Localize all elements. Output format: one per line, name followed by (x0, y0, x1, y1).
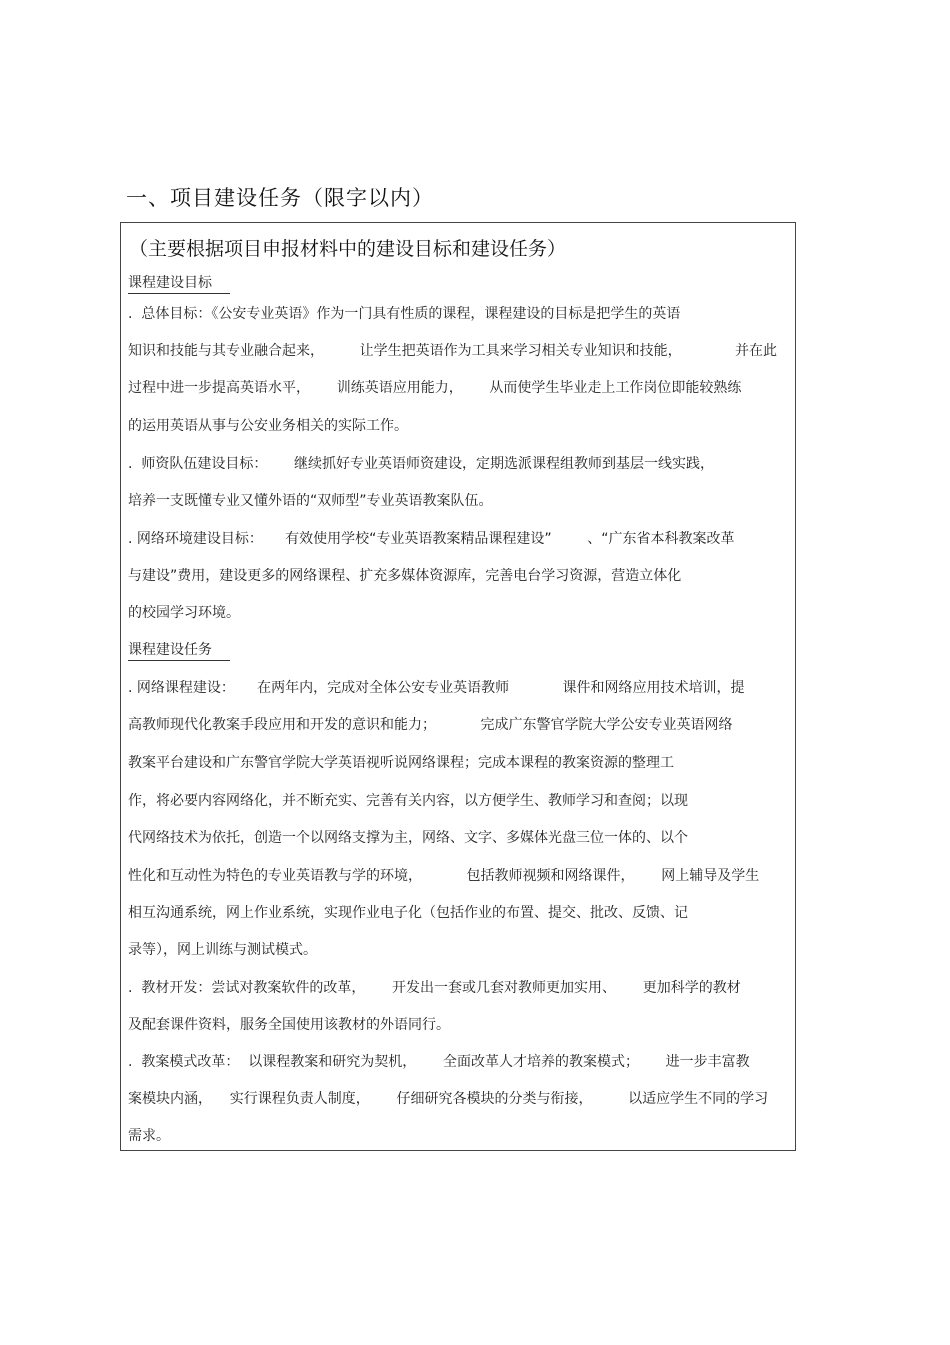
heading-course-tasks-label: 课程建设任务 (128, 642, 212, 658)
text-line: 案模块内涵， 实行课程负责人制度， 仔细研究各模块的分类与衔接， 以适应学生不同的学习 (128, 1091, 769, 1107)
text-line: . 网络环境建设目标： 有效使用学校“专业英语教案精品课程建设” 、“广东省本科教案改革 (128, 531, 735, 547)
heading-course-tasks (128, 640, 212, 660)
text-line: 与建设”费用，建设更多的网络课程、扩充多媒体资源库，完善电台学习资源，营造立体化 (128, 568, 682, 584)
text-line: 培养一支既懂专业又懂外语的“双师型”专业英语教案队伍。 (128, 493, 493, 509)
text-line: . 教材开发：尝试对教案软件的改革， 开发出一套或几套对教师更加实用、 更加科学的教材 (128, 980, 741, 996)
content-box (120, 222, 796, 1151)
text-line: . 总体目标：《公安专业英语》作为一门具有性质的课程，课程建设的目标是把学生的英语 (128, 306, 681, 322)
text-line: 需求。 (128, 1128, 170, 1144)
text-line: 的校园学习环境。 (128, 605, 240, 621)
heading-underline (128, 293, 230, 294)
text-line: 作，将必要内容网络化，并不断充实、完善有关内容，以方便学生、教师学习和查阅；以现 (128, 793, 688, 809)
section-title: 一、项目建设任务（限字以内） (126, 186, 434, 210)
text-line: . 师资队伍建设目标： 继续抓好专业英语师资建设，定期选派课程组教师到基层一线实践， (128, 456, 715, 472)
text-line: 及配套课件资料，服务全国使用该教材的外语同行。 (128, 1017, 450, 1033)
text-line: 高教师现代化教案手段应用和开发的意识和能力； 完成广东警官学院大学公安专业英语网络 (128, 717, 733, 733)
text-line: . 网络课程建设： 在两年内，完成对全体公安专业英语教师 课件和网络应用技术培训，提 (128, 680, 745, 696)
box-subtitle: （主要根据项目申报材料中的建设目标和建设任务） (129, 238, 567, 260)
text-line: 教案平台建设和广东警官学院大学英语视听说网络课程；完成本课程的教案资源的整理工 (128, 755, 674, 771)
text-line: 录等），网上训练与测试模式。 (128, 942, 317, 958)
text-line: 代网络技术为依托，创造一个以网络支撑为主，网络、文字、多媒体光盘三位一体的、以个 (128, 830, 688, 846)
heading-course-goals (128, 273, 212, 293)
text-line: 相互沟通系统，网上作业系统，实现作业电子化（包括作业的布置、提交、批改、反馈、记 (128, 905, 688, 921)
text-line: 知识和技能与其专业融合起来， 让学生把英语作为工具来学习相关专业知识和技能， 并在此 (128, 343, 778, 359)
heading-course-goals-label: 课程建设目标 (128, 275, 212, 291)
text-line: 过程中进一步提高英语水平， 训练英语应用能力， 从而使学生毕业走上工作岗位即能较熟练 (128, 380, 742, 396)
text-line: 的运用英语从事与公安业务相关的实际工作。 (128, 418, 408, 434)
text-line: 性化和互动性为特色的专业英语教与学的环境， 包括教师视频和网络课件， 网上辅导及学生 (128, 868, 760, 884)
heading-underline (128, 660, 230, 661)
text-line: . 教案模式改革： 以课程教案和研究为契机， 全面改革人才培养的教案模式； 进一步丰富教 (128, 1054, 750, 1070)
